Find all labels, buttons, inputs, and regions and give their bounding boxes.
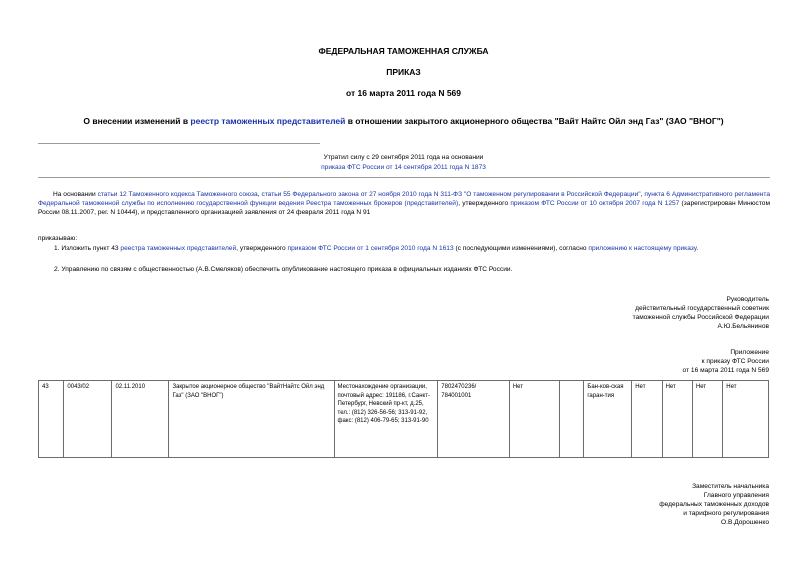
cell-col12: Нет (692, 381, 722, 458)
item-text: . (696, 245, 699, 252)
deputy-line: Главного управления (703, 492, 769, 499)
deputy-signature (469, 482, 769, 527)
divider-long (38, 177, 770, 178)
status-link-wrap (0, 163, 807, 172)
item-text: 1. Изложить пункт 43 (54, 245, 121, 252)
appendix-line: от 16 марта 2011 года N 569 (682, 367, 769, 374)
item-text: , утвержденного (236, 245, 288, 252)
deputy-line: и тарифного регулирования (683, 510, 769, 517)
registry-link-2[interactable]: реестра таможенных представителей (120, 245, 237, 252)
signature-line: Руководитель (726, 296, 769, 303)
deputy-name: О.В.Дорошенко (721, 519, 769, 526)
status-line: Утратил силу с 29 сентября 2011 года на основании (323, 154, 484, 161)
deputy-line: федеральных таможенных доходов (659, 501, 769, 508)
cell-col10: Нет (632, 381, 662, 458)
preamble-text: (зарегистрирован Минюстом России 08.11.2007, рег. N 10444), и представленного организацией заявления от 24 февраля 2011 года N 91 (38, 200, 771, 216)
document-type: ПРИКАЗ (386, 67, 421, 77)
agency-name: ФЕДЕРАЛЬНАЯ ТАМОЖЕННАЯ СЛУЖБА (318, 46, 489, 56)
document-title (0, 116, 807, 126)
title-suffix: в отношении закрытого акционерного общества "Вайт Найтс Ойл энд Газ" (ЗАО "ВНОГ") (345, 116, 724, 126)
customs-code-link[interactable]: статьи 12 Таможенного кодекса Таможенного союза (97, 191, 258, 198)
cell-col13: Нет (723, 381, 769, 458)
cell-number: 43 (39, 381, 64, 458)
appendix-line: Приложение (730, 349, 769, 356)
order-item-2: 2. Управлению по связям с общественностью (А.В.Смеляков) обеспечить опубликование настоящего приказа в официальных изданиях ФТС России. (54, 266, 513, 273)
repeal-order-link[interactable]: приказа ФТС России от 14 сентября 2011 года N 1873 (321, 164, 486, 171)
signature-block (469, 295, 769, 331)
table-row (39, 381, 769, 458)
cell-reg-number: 0043/02 (64, 381, 112, 458)
cell-org-name: Закрытое акционерное общество "ВайтНайтс Ойл энд Газ" (ЗАО "ВНОГ") (169, 381, 334, 458)
preamble-text: , утвержденного (458, 200, 511, 207)
admin-regulation-link[interactable]: пункта 6 Административного регламента Федеральной таможенной службы по исполнению государственной функции ведения Реестра таможенных брокеров (представителей) (38, 191, 771, 207)
preamble-text: На основании (53, 191, 98, 198)
title-prefix: О внесении изменений в (83, 116, 191, 126)
item-text: (с последующими изменениями), согласно (453, 245, 589, 252)
order-1257-link[interactable]: приказом ФТС России от 10 октября 2007 года N 1257 (510, 200, 680, 207)
preamble-text: , (640, 191, 645, 198)
cell-inn: 7802470236/ 784001001 (438, 381, 510, 458)
preamble-text: , (257, 191, 262, 198)
signature-line: действительный государственный советник (635, 305, 769, 312)
preamble-paragraph (38, 190, 770, 217)
deputy-line: Заместитель начальника (692, 483, 769, 490)
document-date-number: от 16 марта 2011 года N 569 (345, 88, 462, 98)
cell-date: 02.11.2010 (112, 381, 169, 458)
appendix-header (469, 348, 769, 375)
cell-address: Местонахождение организации, почтовый адрес: 191186, г.Санкт-Петербург, Невский пр-кт, д.25, тел.: (812) 326-56-56; 313-91-92, факс: (812) 406-79-65; 313-91-90 (334, 381, 438, 458)
signature-line: таможенной службы Российской Федерации (632, 314, 769, 321)
cell-col8 (560, 381, 584, 458)
signature-name: А.Ю.Бельянинов (717, 323, 769, 330)
cell-col7: Нет (509, 381, 559, 458)
appendix-line: к приказу ФТС России (701, 358, 769, 365)
orders-word: приказываю: (38, 235, 78, 242)
order-item-1 (54, 244, 774, 253)
order-1613-link[interactable]: приказом ФТС России от 1 сентября 2010 года N 1613 (287, 245, 454, 252)
cell-col11: Нет (662, 381, 692, 458)
cell-guarantee: Бан-ков-ская гаран-тия (584, 381, 632, 458)
divider-short (38, 143, 320, 144)
federal-law-link[interactable]: статьи 55 Федерального закона от 27 ноября 2010 года N 311-ФЗ "О таможенном регулировании в Российской Федерации" (261, 191, 641, 198)
appendix-link[interactable]: приложению к настоящему приказу (588, 245, 697, 252)
registry-table (38, 380, 769, 458)
registry-link[interactable]: реестр таможенных представителей (190, 116, 346, 126)
